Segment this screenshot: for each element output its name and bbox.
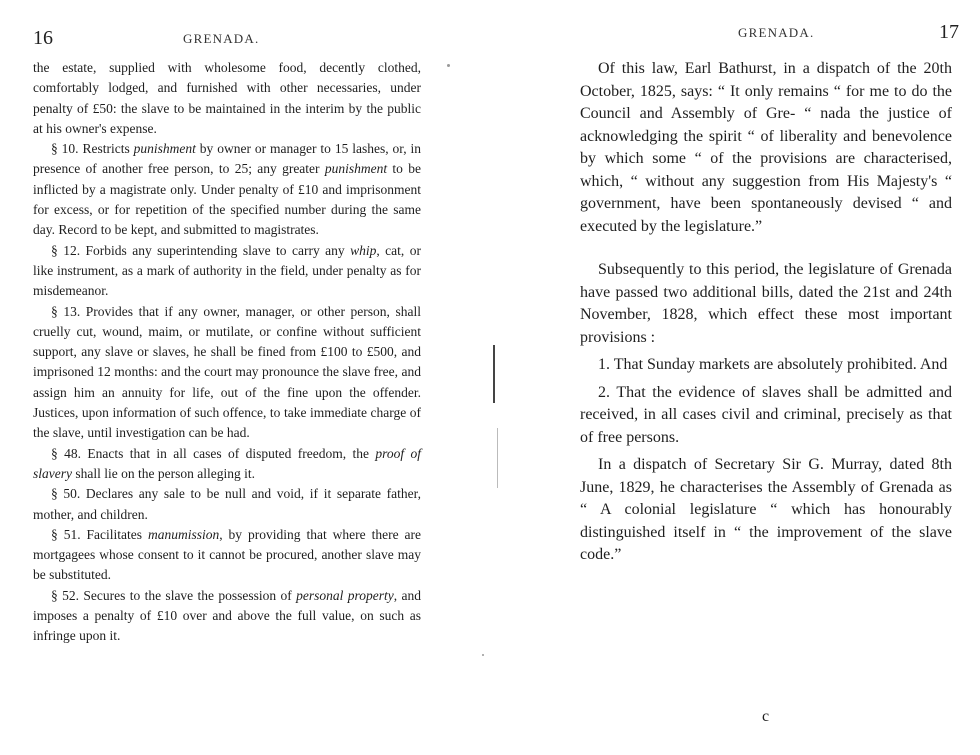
left-para-4: § 13. Provides that if any owner, manager, or other person, shall cruelly cut, wound, maim, or mutilate, or confine without sufficient support, any slave or slaves, he shall be fined from £100 to £500, and imprisoned 12 months: and the court may pronounce the slave free, and assign him an annuity for life, out of the fine upon the offender. Justices, upon information of such offence, to take immediate charge of the slave, until investigation can be had. bbox=[33, 303, 421, 441]
right-page bbox=[490, 0, 980, 755]
left-para-3: § 12. Forbids any superintending slave to carry any whip, cat, or like instrument, as a mark of authority in the field, under penalty as for misdemeanor. bbox=[33, 242, 421, 299]
left-page bbox=[0, 0, 470, 755]
left-para-2: § 10. Restricts punishment by owner or manager to 15 lashes, or, in presence of another free person, to 25; any greater punishment to be inflicted by a magistrate only. Under penalty of £10 and imprisonment for excess, or for repetition of the specified number during the same day. Record to be kept, and submitted to magistrates. bbox=[33, 141, 422, 238]
running-head-right: GRENADA. bbox=[738, 25, 815, 40]
left-page-body bbox=[33, 58, 421, 647]
left-para-8: § 52. Secures to the slave the possession of personal property, and imposes a penalty of £10 over and above the full value, on such as infringe upon it. bbox=[33, 587, 421, 644]
left-para-1: the estate, supplied with wholesome food, decently clothed, comfortably lodged, and furnished with other necessaries, under penalty of £50: the slave to be maintained in the interim by the public at his owner's expense. bbox=[33, 60, 421, 136]
left-para-7: § 51. Facilitates manumission, by providing that where there are mortgagees whose consent to it cannot be procured, another slave may be substituted. bbox=[33, 526, 421, 583]
page-number-right: 17 bbox=[939, 21, 959, 43]
paper-speck bbox=[447, 64, 450, 67]
right-para-5: In a dispatch of Secretary Sir G. Murray, dated 8th June, 1829, he characterises the Assembly of Grenada as “ A colonial legislature “ which has honourably distinguished itself in “ the improvement of the slave code.” bbox=[580, 456, 952, 563]
page-number-left: 16 bbox=[33, 27, 53, 49]
right-para-4: 2. That the evidence of slaves shall be admitted and received, in all cases civil and criminal, precisely as that of free persons. bbox=[580, 383, 952, 446]
left-para-5: § 48. Enacts that in all cases of disputed freedom, the proof of slavery shall lie on the person alleging it. bbox=[33, 445, 421, 481]
right-para-3: 1. That Sunday markets are absolutely prohibited. And bbox=[598, 356, 948, 373]
running-head-left: GRENADA. bbox=[183, 31, 260, 46]
paper-speck bbox=[482, 654, 484, 656]
right-para-1: Of this law, Earl Bathurst, in a dispatch of the 20th October, 1825, says: “ It only remains “ for me to do the Council and Assembly of Gre- “ nada the justice of acknowledging the spirit “ of liberality and benevolence by which some “ of the provisions are characterised, which, “ without any suggestion from His Majesty's “ government, have been spontaneously devised “ and executed by the legislature.” bbox=[580, 60, 952, 235]
signature-mark: c bbox=[762, 708, 770, 725]
left-para-6: § 50. Declares any sale to be null and void, if it separate father, mother, and children. bbox=[33, 486, 421, 522]
right-page-body bbox=[580, 58, 952, 567]
right-para-2: Subsequently to this period, the legislature of Grenada have passed two additional bills, dated the 21st and 24th November, 1828, which effect these most important provisions : bbox=[580, 261, 952, 346]
